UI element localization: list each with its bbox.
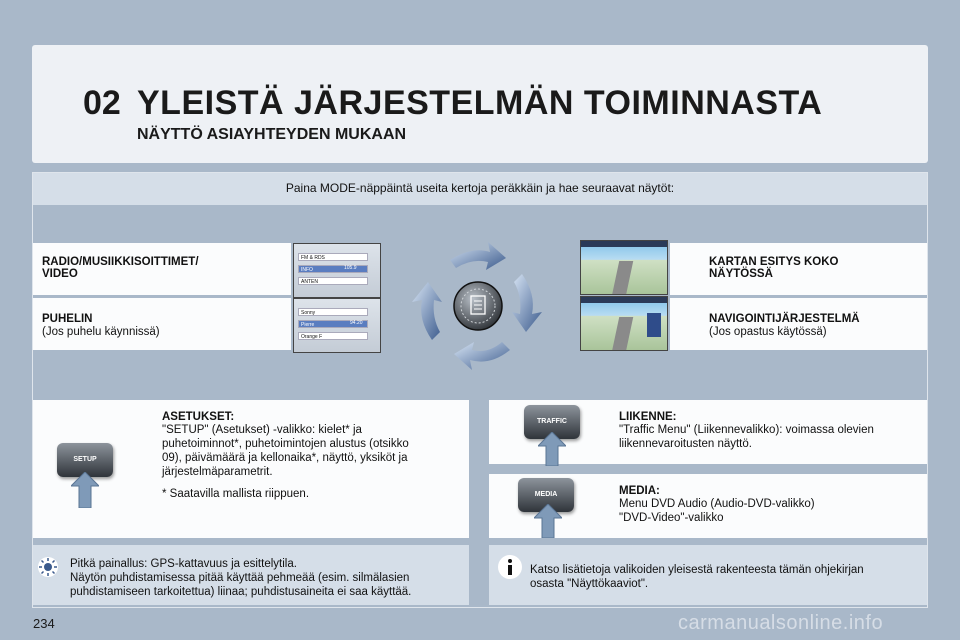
mode-knob-icon	[454, 282, 502, 330]
thumb-row: Orange F	[298, 332, 368, 340]
nav-screen-thumbnail	[580, 296, 668, 351]
thumb-row: ANTEN	[298, 277, 368, 285]
setup-button-icon: SETUP	[57, 443, 113, 477]
up-arrow-icon	[538, 432, 566, 466]
page-subtitle: NÄYTTÖ ASIAYHTEYDEN MUKAAN	[137, 126, 407, 143]
cycle-arrow-bottom	[454, 342, 510, 370]
media-line: "DVD-Video"-valikko	[619, 512, 724, 524]
media-title: MEDIA:	[619, 485, 660, 497]
media-line: Menu DVD Audio (Audio-DVD-valikko)	[619, 498, 815, 510]
up-arrow-icon	[71, 472, 99, 508]
phone-screen-thumbnail	[293, 298, 381, 353]
tip-line: puhdistamiseen tarkoitettua) liinaa; puhdistusaineita ei saa käyttää.	[70, 586, 412, 598]
cycle-arrow-right	[512, 274, 542, 332]
intro-text: Paina MODE-näppäintä useita kertoja peräkkäin ja hae seuraavat näytöt:	[285, 181, 675, 195]
traffic-title: LIIKENNE:	[619, 411, 677, 423]
nav-label	[709, 313, 860, 339]
traffic-line: liikennevaroitusten näyttö.	[619, 438, 752, 450]
cycle-arrow-left	[412, 282, 442, 340]
thumb-row: INFO	[298, 265, 368, 273]
watermark: carmanualsonline.info	[678, 612, 884, 634]
phone-title: PUHELIN	[42, 313, 93, 325]
thumb-row: FM & RDS	[298, 253, 368, 261]
thumb-frequency: 105.9	[344, 265, 357, 271]
info-line: osasta "Näyttökaaviot".	[530, 578, 649, 590]
map-title-line1: KARTAN ESITYS KOKO	[709, 256, 839, 268]
nav-desc: (Jos opastus käytössä)	[709, 326, 827, 338]
up-arrow-icon	[534, 504, 562, 538]
radio-title-line1: RADIO/MUSIIKKISOITTIMET/	[42, 256, 199, 268]
settings-line: järjestelmäparametrit.	[162, 466, 273, 478]
thumb-extra: 94.20	[350, 320, 363, 326]
thumb-row: Pierre	[298, 320, 368, 328]
info-icon	[497, 554, 523, 580]
settings-footnote: * Saatavilla mallista riippuen.	[162, 488, 310, 500]
traffic-button-icon: TRAFFIC	[524, 405, 580, 439]
radio-title	[42, 256, 199, 280]
traffic-text	[619, 411, 919, 451]
tip-line: Näytön puhdistamisessa pitää käyttää pehmeää (esim. silmälasien	[70, 572, 410, 584]
page-title: YLEISTÄ JÄRJESTELMÄN TOIMINNASTA	[137, 84, 823, 122]
media-button-icon: MEDIA	[518, 478, 574, 512]
info-text	[530, 563, 920, 591]
map-screen-thumbnail	[580, 240, 668, 295]
settings-text	[162, 411, 462, 501]
settings-line: 09), päivämäärä ja kellonaika*, näyttö, yksiköt ja	[162, 452, 408, 464]
radio-title-line2: VIDEO	[42, 268, 78, 280]
thumb-topbar	[581, 241, 667, 247]
phone-label	[42, 313, 160, 339]
thumb-road	[611, 261, 634, 295]
mode-cycle-diagram	[398, 228, 558, 388]
info-line: Katso lisätietoja valikoiden yleisestä rakenteesta tämän ohjekirjan	[530, 564, 864, 576]
chapter-number: 02	[83, 84, 121, 122]
traffic-line: "Traffic Menu" (Liikennevalikko): voimassa olevien	[619, 424, 874, 436]
media-text	[619, 485, 919, 525]
phone-desc: (Jos puhelu käynnissä)	[42, 326, 160, 338]
thumb-topbar	[581, 297, 667, 303]
tip-line: Pitkä painallus: GPS-kattavuus ja esittelytila.	[70, 558, 297, 570]
thumb-nav-arrow-panel	[647, 313, 661, 337]
tip-text	[70, 557, 465, 599]
radio-screen-thumbnail	[293, 243, 381, 298]
thumb-road	[611, 317, 634, 351]
cycle-arrow-top	[450, 242, 506, 270]
settings-title: ASETUKSET:	[162, 411, 235, 423]
map-title-line2: NÄYTÖSSÄ	[709, 268, 773, 280]
thumb-row: Sonny	[298, 308, 368, 316]
settings-line: "SETUP" (Asetukset) -valikko: kielet* ja	[162, 424, 362, 436]
map-title	[709, 256, 839, 280]
sun-tip-icon	[37, 556, 59, 578]
settings-line: puhetoiminnot*, puhetoimintojen alustus (otsikko	[162, 438, 409, 450]
page-number: 234	[33, 616, 55, 631]
nav-title: NAVIGOINTIJÄRJESTELMÄ	[709, 313, 860, 325]
